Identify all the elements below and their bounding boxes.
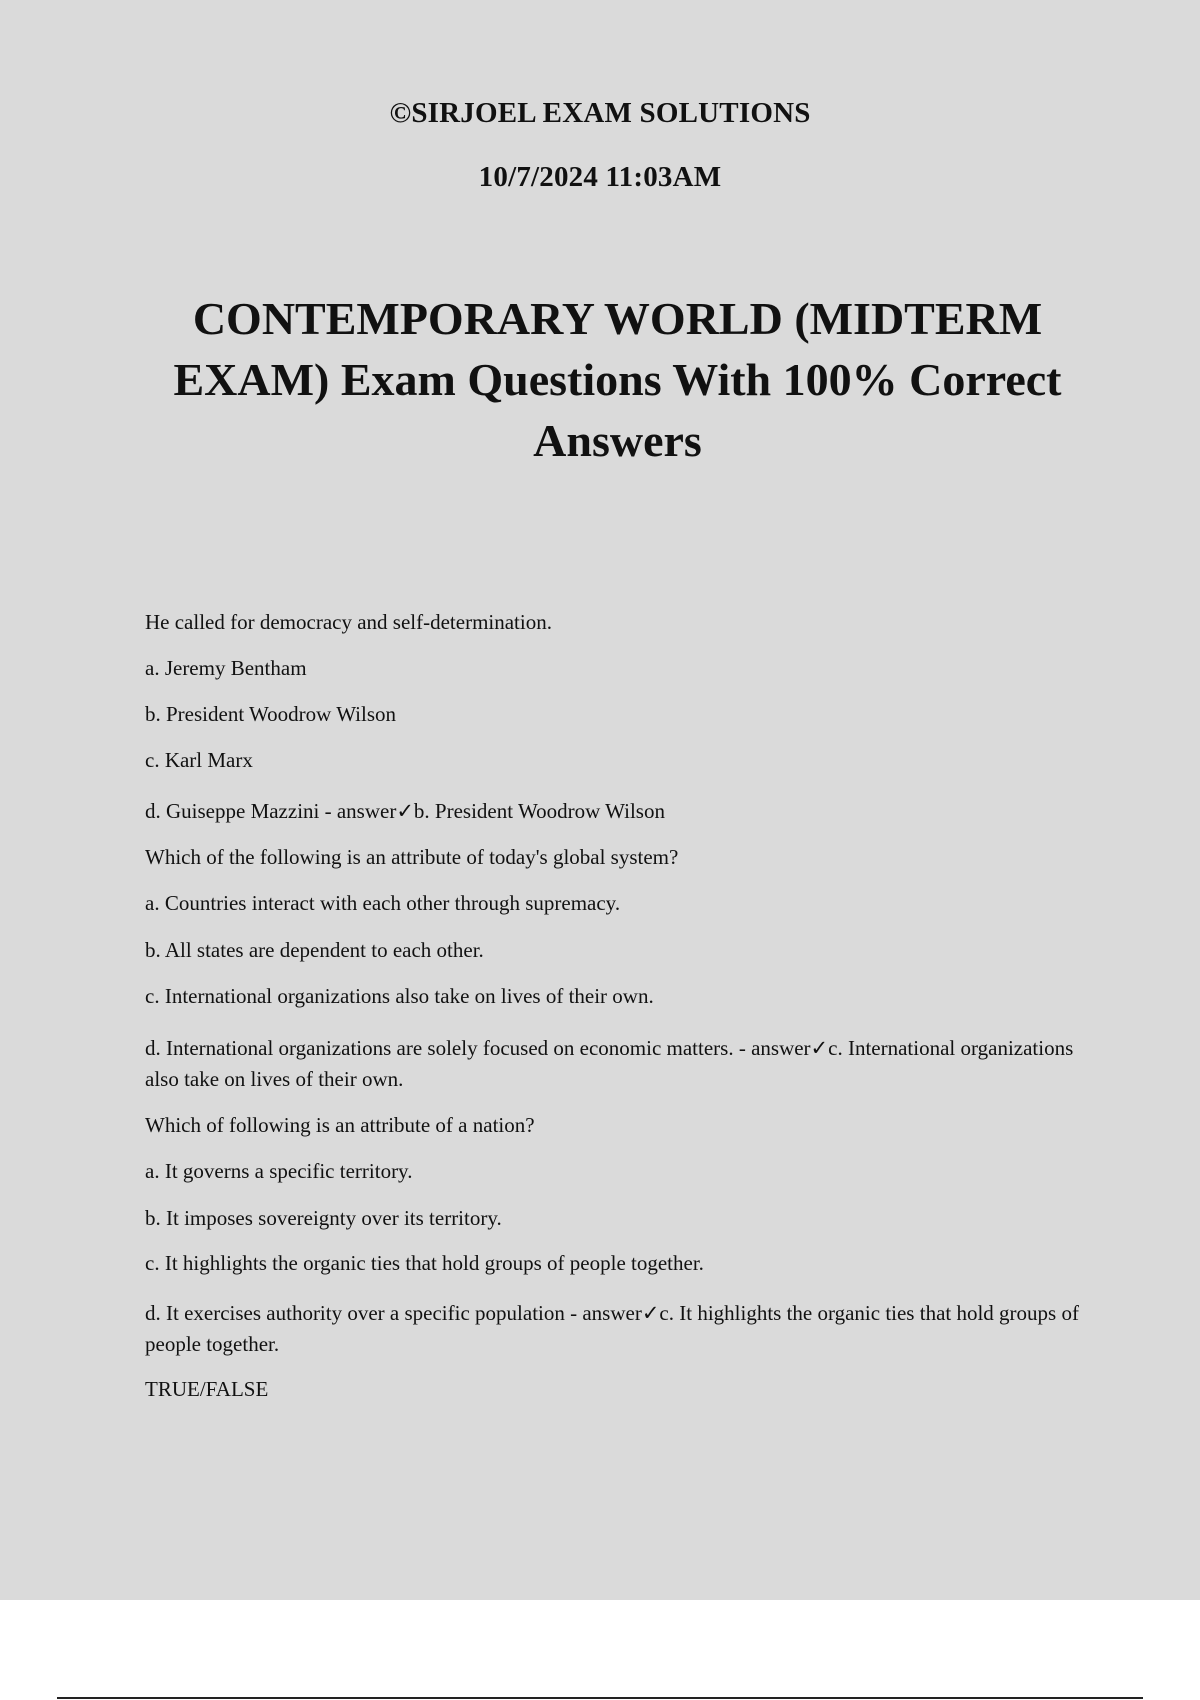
question-1-option-d-answer: d. Guiseppe Mazzini - answer✓b. President Woodrow Wilson — [145, 799, 665, 823]
question-3-option-b: b. It imposes sovereignty over its territory. — [145, 1206, 502, 1230]
question-2-option-d-answer: d. International organizations are solely focused on economic matters. - answer✓c. International organizations also take on lives of their own. — [145, 1036, 1074, 1091]
question-1-prompt: He called for democracy and self-determination. — [145, 610, 552, 634]
question-3-option-d-answer: d. It exercises authority over a specific population - answer✓c. It highlights the organic ties that hold groups of people together. — [145, 1301, 1079, 1356]
document-title: CONTEMPORARY WORLD (MIDTERM EXAM) Exam Questions With 100% Correct Answers — [173, 293, 1062, 466]
question-2-option-c: c. International organizations also take on lives of their own. — [145, 984, 654, 1008]
bottom-divider — [57, 1697, 1143, 1699]
question-2-prompt: Which of the following is an attribute of today's global system? — [145, 845, 679, 869]
question-1-option-b: b. President Woodrow Wilson — [145, 702, 397, 726]
section-label: TRUE/FALSE — [145, 1377, 269, 1401]
question-2-option-a: a. Countries interact with each other through supremacy. — [145, 891, 621, 915]
copyright-header: ©SIRJOEL EXAM SOLUTIONS — [389, 97, 811, 129]
question-3-prompt: Which of following is an attribute of a nation? — [145, 1113, 535, 1137]
question-3-option-a: a. It governs a specific territory. — [145, 1159, 413, 1183]
question-1-option-c: c. Karl Marx — [145, 748, 253, 772]
date-header: 10/7/2024 11:03AM — [478, 161, 722, 193]
question-1-option-a: a. Jeremy Bentham — [145, 656, 307, 680]
question-2-option-b: b. All states are dependent to each other. — [145, 938, 484, 962]
question-3-option-c: c. It highlights the organic ties that hold groups of people together. — [145, 1251, 704, 1275]
